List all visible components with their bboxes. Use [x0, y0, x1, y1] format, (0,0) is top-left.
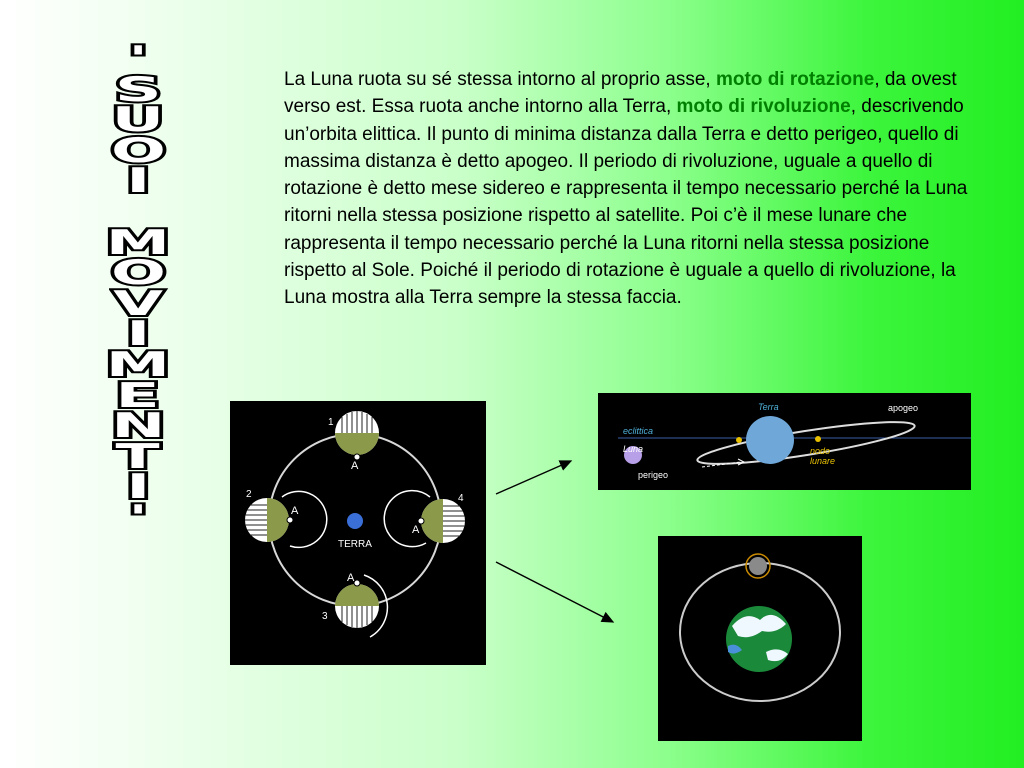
text-segment: , da ovest verso est. Essa ruota anche intorno alla Terra, [284, 69, 957, 118]
svg-text:A: A [347, 572, 355, 584]
vertical-title-letter: I [125, 314, 151, 355]
svg-text:Terra: Terra [758, 402, 779, 412]
vertical-title-letter: U [111, 100, 165, 141]
svg-text:eclittica: eclittica [623, 426, 654, 436]
earth-moon-diagram [658, 536, 862, 741]
svg-text:3: 3 [322, 611, 328, 622]
vertical-title-letter: M [105, 222, 171, 263]
svg-text:nodo: nodo [810, 446, 831, 456]
vertical-title-letter: V [112, 283, 164, 324]
center-label: TERRA [338, 539, 372, 550]
vertical-title-letter: O [110, 253, 166, 294]
svg-text:A: A [351, 460, 359, 472]
svg-text:Luna: Luna [623, 444, 644, 454]
vertical-title-letter: I [125, 161, 151, 202]
text-segment: La Luna ruota su sé stessa intorno al proprio asse, [284, 69, 716, 90]
keyword-rotazione: moto di rotazione [715, 69, 875, 90]
svg-text:perigeo: perigeo [638, 470, 669, 480]
vertical-title-letter: I [125, 467, 151, 508]
vertical-title-letter: S [114, 69, 162, 110]
vertical-title-letter: ' [128, 497, 148, 538]
svg-text:4: 4 [458, 493, 464, 504]
vertical-title-letter: E [115, 375, 161, 416]
text-segment: , descrivendo un’orbita elittica. Il punto di minima distanza dalla Terra e detto perigeo, quello di massima distanza è detto apogeo. Il periodo di rivoluzione, uguale a quello di rotazione è detto mese sidereo e rappresenta il tempo necessario perché la Luna ritorni nella stessa posizione rispetto al satellite. Poi c’è il mese lunare che rappresenta il tempo necessario perché la Luna ritorni nella stessa posizione rispetto al Sole. Poiché il periodo di rotazione è uguale a quello di rivoluzione, la Luna mostra alla Terra sempre la stessa faccia. [284, 96, 968, 309]
earth-icon [726, 606, 792, 672]
arrow-to-orbit-diagram [496, 461, 571, 494]
svg-text:apogeo: apogeo [888, 403, 919, 413]
vertical-title-letter: M [105, 344, 171, 385]
svg-text:A: A [291, 505, 299, 517]
moon-icon [749, 557, 767, 575]
svg-text:2: 2 [246, 489, 252, 500]
vertical-title-letter: T [115, 436, 161, 477]
svg-text:A: A [412, 524, 420, 536]
lunar-orbit-diagram [598, 393, 971, 490]
vertical-title-letter: ' [128, 39, 148, 79]
vertical-title-letter: N [110, 406, 166, 447]
earth-icon [746, 416, 794, 464]
keyword-rivoluzione: moto di rivoluzione [676, 96, 851, 118]
vertical-title-letter: O [110, 130, 166, 171]
svg-text:lunare: lunare [810, 456, 836, 466]
arrow-to-earth-moon-diagram [496, 562, 613, 622]
svg-text:1: 1 [328, 417, 334, 428]
